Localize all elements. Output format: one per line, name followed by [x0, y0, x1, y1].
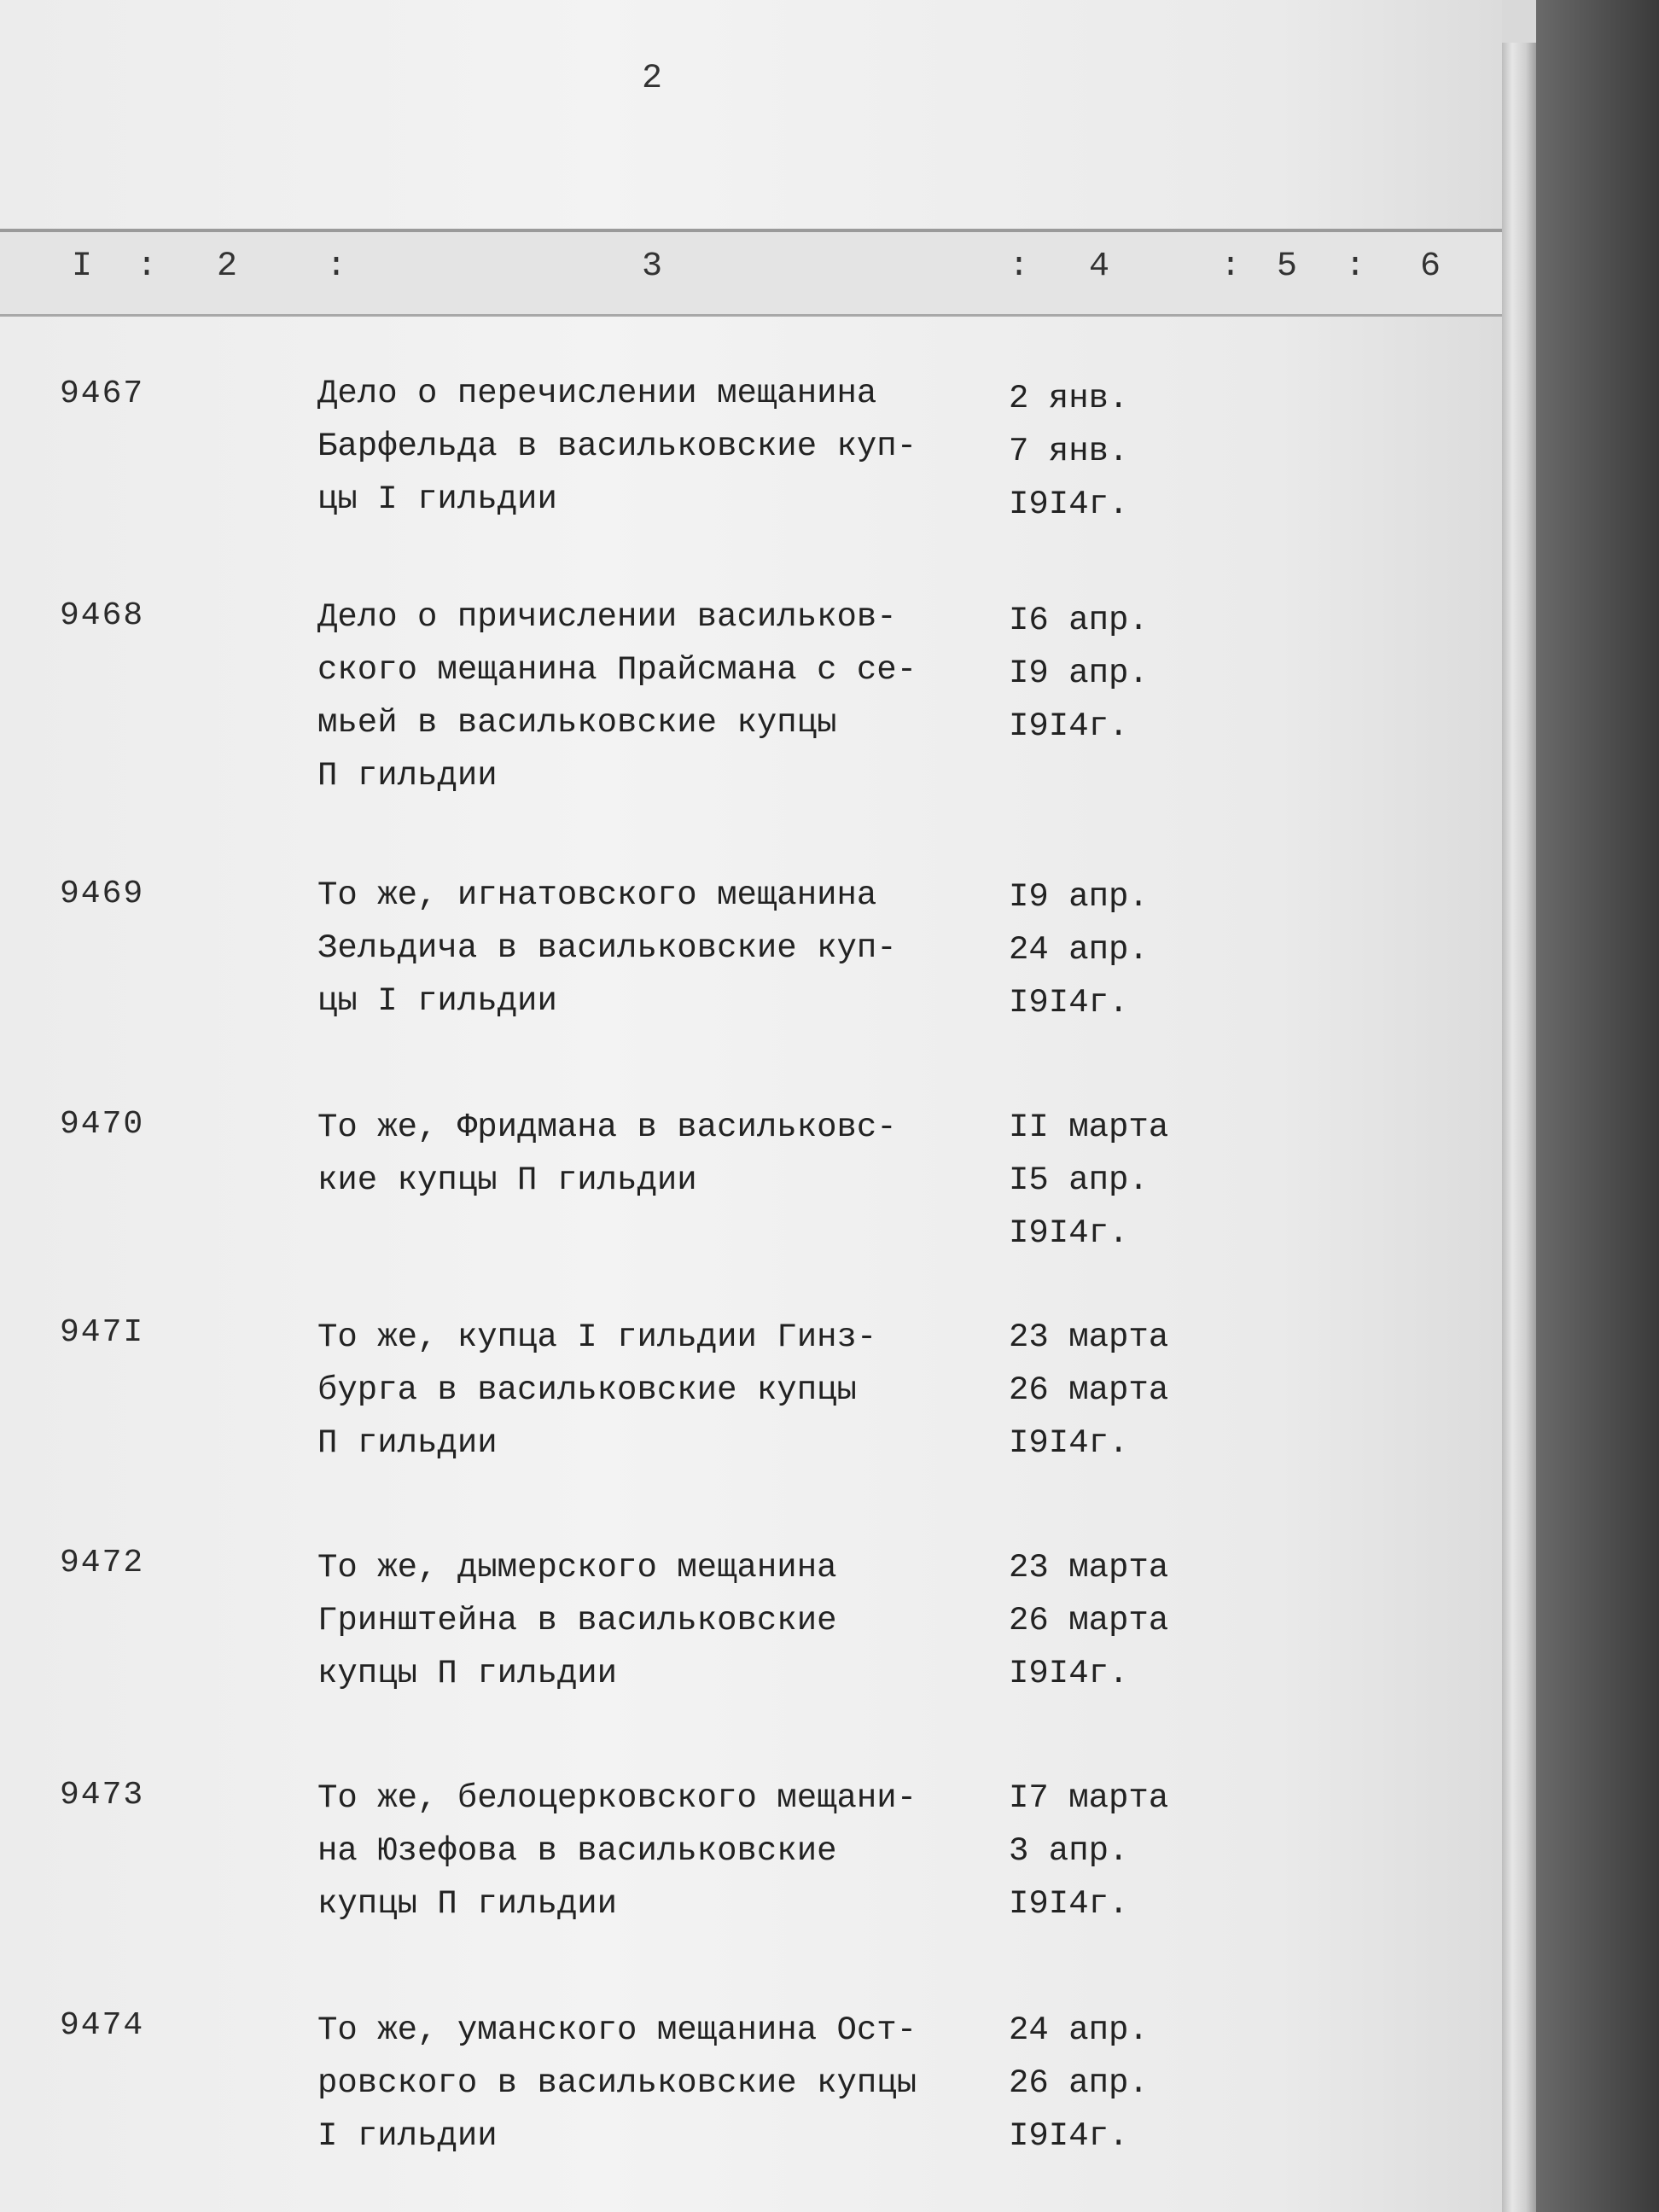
- date-line: 26 апр.: [1009, 2064, 1149, 2102]
- description-line: То же, уманского мещанина Ост-: [317, 2011, 917, 2049]
- header-col-4: 4: [1089, 247, 1110, 286]
- date-line: I9 апр.: [1009, 878, 1149, 916]
- header-separator: :: [1220, 247, 1242, 286]
- date-line: 26 марта: [1009, 1371, 1169, 1409]
- description-line: Дело о перечислении мещанина: [317, 375, 877, 412]
- description-line: кие купцы П гильдии: [317, 1161, 697, 1199]
- description-line: мьей в васильковские купцы: [317, 704, 837, 742]
- description-line: Гринштейна в васильковские: [317, 1602, 837, 1639]
- description-line: П гильдии: [317, 757, 498, 795]
- record-dates: [1009, 372, 1231, 531]
- background-shadow: [1536, 0, 1659, 2212]
- date-line: 3 апр.: [1009, 1832, 1129, 1870]
- description-line: П гильдии: [317, 1424, 498, 1462]
- description-line: бурга в васильковские купцы: [317, 1371, 857, 1409]
- record-description: [317, 591, 983, 802]
- description-line: То же, Фридмана в васильковс-: [317, 1109, 897, 1146]
- description-line: То же, игнатовского мещанина: [317, 876, 877, 914]
- date-line: 23 марта: [1009, 1549, 1169, 1586]
- page-edge: [1502, 43, 1536, 2212]
- date-line: I9I4г.: [1009, 1214, 1129, 1252]
- date-line: I9I4г.: [1009, 984, 1129, 1022]
- date-line: 23 марта: [1009, 1318, 1169, 1356]
- record-description: [317, 1772, 983, 1930]
- description-line: цы I гильдии: [317, 480, 557, 518]
- record-description: [317, 367, 983, 526]
- date-line: I9I4г.: [1009, 486, 1129, 523]
- record-number: 9473: [60, 1777, 145, 1813]
- date-line: 26 марта: [1009, 1602, 1169, 1639]
- description-line: Барфельда в васильковские куп-: [317, 428, 917, 465]
- record-number: 947I: [60, 1314, 145, 1351]
- record-description: [317, 1541, 983, 1700]
- description-line: То же, дымерского мещанина: [317, 1549, 837, 1586]
- description-line: Зельдича в васильковские куп-: [317, 929, 897, 967]
- header-separator: :: [1009, 247, 1030, 286]
- date-line: I6 апр.: [1009, 602, 1149, 639]
- header-col-3: 3: [642, 247, 663, 286]
- record-number: 9467: [60, 375, 145, 412]
- record-number: 9468: [60, 597, 145, 634]
- date-line: I9I4г.: [1009, 707, 1129, 745]
- header-separator: :: [326, 247, 347, 286]
- record-description: [317, 869, 983, 1027]
- record-description: [317, 1311, 983, 1470]
- record-description: [317, 2004, 983, 2163]
- header-separator: :: [1345, 247, 1366, 286]
- record-dates: [1009, 1311, 1231, 1470]
- date-line: I9I4г.: [1009, 1655, 1129, 1692]
- date-line: 2 янв.: [1009, 380, 1129, 417]
- date-line: II марта: [1009, 1109, 1169, 1146]
- description-line: ровского в васильковские купцы: [317, 2064, 917, 2102]
- date-line: I9I4г.: [1009, 1885, 1129, 1923]
- date-line: 7 янв.: [1009, 433, 1129, 470]
- header-separator: :: [137, 247, 158, 286]
- date-line: I9 апр.: [1009, 655, 1149, 692]
- description-line: купцы П гильдии: [317, 1885, 618, 1923]
- record-dates: [1009, 1772, 1231, 1930]
- description-line: на Юзефова в васильковские: [317, 1832, 837, 1870]
- record-number: 9469: [60, 876, 145, 912]
- record-number: 9474: [60, 2007, 145, 2044]
- header-col-5: 5: [1277, 247, 1298, 286]
- description-line: купцы П гильдии: [317, 1655, 618, 1692]
- description-line: То же, купца I гильдии Гинз-: [317, 1318, 877, 1356]
- date-line: 24 апр.: [1009, 2011, 1149, 2049]
- header-col-2: 2: [217, 247, 238, 286]
- description-line: Дело о причислении васильков-: [317, 598, 897, 636]
- record-dates: [1009, 594, 1231, 753]
- record-dates: [1009, 1101, 1231, 1260]
- page-number: 2: [642, 60, 663, 98]
- date-line: I5 апр.: [1009, 1161, 1149, 1199]
- description-line: I гильдии: [317, 2117, 498, 2155]
- header-col-6: 6: [1420, 247, 1441, 286]
- record-number: 9470: [60, 1106, 145, 1143]
- record-dates: [1009, 1541, 1231, 1700]
- date-line: I7 марта: [1009, 1779, 1169, 1817]
- description-line: цы I гильдии: [317, 982, 557, 1020]
- header-col-1: I: [72, 247, 93, 286]
- description-line: ского мещанина Прайсмана с се-: [317, 651, 917, 689]
- record-dates: [1009, 870, 1231, 1029]
- description-line: То же, белоцерковского мещани-: [317, 1779, 917, 1817]
- date-line: I9I4г.: [1009, 2117, 1129, 2155]
- record-number: 9472: [60, 1545, 145, 1581]
- date-line: I9I4г.: [1009, 1424, 1129, 1462]
- record-description: [317, 1101, 983, 1207]
- date-line: 24 апр.: [1009, 931, 1149, 969]
- record-dates: [1009, 2004, 1231, 2163]
